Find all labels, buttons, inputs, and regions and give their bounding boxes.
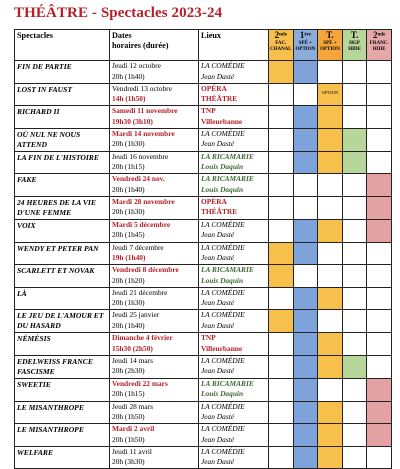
- time-duration: 20h (1h15): [112, 389, 145, 399]
- option-cell: [318, 128, 343, 151]
- spectacle-title: LE JEU DE L'AMOUR ET DU HASARD: [15, 310, 110, 333]
- option-cell: [293, 355, 318, 378]
- option-cell: [269, 219, 294, 242]
- option-cell: [367, 446, 392, 469]
- spectacle-venue: [199, 61, 269, 84]
- option-cell: [293, 265, 318, 288]
- option-cell: [293, 106, 318, 129]
- header-dates-line2: horaires (durée): [112, 41, 169, 50]
- option-cell: [367, 355, 392, 378]
- option-cell: [367, 128, 392, 151]
- option-cell: [318, 310, 343, 333]
- spectacle-date: [110, 333, 199, 356]
- option-cell: [293, 446, 318, 469]
- time-duration: 20h (2h30): [112, 366, 145, 376]
- option-cell: [342, 333, 367, 356]
- date-line: Jeudi 16 novembre: [112, 151, 169, 161]
- venue-subname: Jean Dasté: [201, 253, 235, 263]
- spectacle-date: [110, 219, 199, 242]
- venue-subname: THÉÂTRE: [201, 207, 238, 217]
- table-row: [15, 196, 392, 219]
- option-cell: [293, 196, 318, 219]
- time-duration: 20h (1h45): [112, 230, 145, 240]
- spectacle-title: SWEETIE: [15, 378, 110, 401]
- option-cell: [367, 401, 392, 424]
- option-cell: [293, 242, 318, 265]
- spectacle-title: SCARLETT ET NOVAK: [15, 265, 110, 288]
- option-cell: [293, 424, 318, 447]
- table-header-row: [15, 30, 392, 61]
- option-cell: [342, 265, 367, 288]
- header-option-sup: nde: [377, 32, 386, 38]
- option-cell: [342, 219, 367, 242]
- option-cell: [269, 355, 294, 378]
- option-cell: [367, 378, 392, 401]
- spectacle-venue: [199, 151, 269, 174]
- venue-name: LA RICAMARIE: [201, 378, 254, 388]
- venue-name: LA COMÉDIE: [201, 401, 245, 411]
- option-cell: [342, 174, 367, 197]
- header-option-small: SPÉ + OPTION: [295, 41, 316, 52]
- spectacle-title: LE MISANTHROPE: [15, 424, 110, 447]
- spectacle-title: OÙ NUL NE NOUS ATTEND: [15, 128, 110, 151]
- venue-subname: Jean Dasté: [201, 230, 235, 240]
- option-cell: [367, 265, 392, 288]
- spectacle-date: [110, 83, 199, 106]
- option-cell: [293, 310, 318, 333]
- table-row: [15, 287, 392, 310]
- option-cell: [318, 174, 343, 197]
- date-line: Vendredi 22 mars: [112, 378, 168, 388]
- header-option-sup: ère: [304, 32, 311, 38]
- spectacle-title: EDELWEISS FRANCE FASCISME: [15, 355, 110, 378]
- time-duration: 20h (3h30): [112, 457, 145, 467]
- spectacle-venue: [199, 424, 269, 447]
- option-cell: [318, 378, 343, 401]
- venue-name: LA COMÉDIE: [201, 128, 245, 138]
- table-row: [15, 61, 392, 84]
- header-option-terminale-spe: [318, 30, 343, 61]
- venue-name: LA COMÉDIE: [201, 424, 245, 434]
- time-duration: 20h (1h50): [112, 412, 145, 422]
- option-cell: [269, 333, 294, 356]
- header-option-big: 1: [299, 30, 305, 40]
- venue-name: OPÉRA: [201, 83, 227, 93]
- spectacle-venue: [199, 265, 269, 288]
- spectacle-venue: [199, 106, 269, 129]
- venue-subname: Jean Dasté: [201, 457, 235, 467]
- spectacle-venue: [199, 355, 269, 378]
- time-duration: 14h (1h50): [112, 94, 146, 104]
- option-label: OPTION: [321, 89, 339, 95]
- time-duration: 19h30 (3h10): [112, 116, 153, 126]
- option-cell: [342, 128, 367, 151]
- option-cell: [367, 424, 392, 447]
- option-cell: [342, 61, 367, 84]
- option-cell: [318, 219, 343, 242]
- time-duration: 20h (1h50): [112, 434, 145, 444]
- option-cell: [367, 174, 392, 197]
- option-cell: [318, 106, 343, 129]
- date-line: Jeudi 11 avril: [112, 446, 152, 456]
- option-cell: [269, 310, 294, 333]
- option-cell: [269, 446, 294, 469]
- option-cell: [318, 401, 343, 424]
- date-line: Dimanche 4 février: [112, 333, 173, 343]
- venue-name: LA COMÉDIE: [201, 287, 245, 297]
- date-line: Mardi 28 novembre: [112, 196, 175, 206]
- header-dates-line1: Dates: [112, 31, 132, 40]
- spectacle-venue: [199, 446, 269, 469]
- option-cell: [269, 128, 294, 151]
- option-cell: [367, 219, 392, 242]
- header-lieux: Lieux: [199, 30, 269, 61]
- spectacle-venue: [199, 333, 269, 356]
- spectacle-title: WENDY ET PETER PAN: [15, 242, 110, 265]
- spectacle-date: [110, 128, 199, 151]
- header-option-big: 2: [274, 30, 280, 40]
- venue-name: LA COMÉDIE: [201, 310, 245, 320]
- spectacle-date: [110, 446, 199, 469]
- table-row: [15, 355, 392, 378]
- spectacle-date: [110, 61, 199, 84]
- venue-name: LA RICAMARIE: [201, 174, 254, 184]
- date-line: Vendredi 13 octobre: [112, 83, 172, 93]
- option-cell: [367, 61, 392, 84]
- table-row: [15, 128, 392, 151]
- table-row: [15, 242, 392, 265]
- header-option-small: FAC. CHANAL: [269, 41, 292, 52]
- option-cell: [367, 196, 392, 219]
- spectacle-date: [110, 106, 199, 129]
- spectacle-date: [110, 174, 199, 197]
- spectacle-title: VOIX: [15, 219, 110, 242]
- option-cell: [342, 446, 367, 469]
- spectacle-title: LÀ: [15, 287, 110, 310]
- spectacle-date: [110, 355, 199, 378]
- venue-subname: THÉÂTRE: [201, 94, 238, 104]
- option-cell: [318, 61, 343, 84]
- spectacle-venue: [199, 128, 269, 151]
- option-cell: [342, 424, 367, 447]
- spectacle-venue: [199, 287, 269, 310]
- spectacle-venue: [199, 378, 269, 401]
- spectacle-title: WELFARE: [15, 446, 110, 469]
- date-line: Samedi 11 novembre: [112, 106, 178, 116]
- option-cell: [269, 61, 294, 84]
- option-cell: [269, 151, 294, 174]
- option-cell: [318, 355, 343, 378]
- venue-name: LA COMÉDIE: [201, 61, 245, 70]
- spectacle-title: FIN DE PARTIE: [15, 61, 110, 84]
- venue-name: OPÉRA: [201, 196, 227, 206]
- option-cell: [318, 287, 343, 310]
- venue-name: TNP: [201, 333, 216, 343]
- time-duration: 20h (1h20): [112, 275, 145, 285]
- table-row: [15, 310, 392, 333]
- option-cell: [367, 242, 392, 265]
- header-option-1ere: [293, 30, 318, 61]
- venue-name: TNP: [201, 106, 216, 116]
- date-line: Vendredi 24 nov.: [112, 174, 165, 184]
- venue-name: LA COMÉDIE: [201, 242, 245, 252]
- date-line: Jeudi 12 octobre: [112, 61, 161, 70]
- spectacle-date: [110, 242, 199, 265]
- header-option-small: HGP HIDE: [348, 41, 361, 52]
- option-cell: [293, 174, 318, 197]
- option-cell: [269, 378, 294, 401]
- spectacles-table: [14, 29, 392, 469]
- spectacle-title: LE MISANTHROPE: [15, 401, 110, 424]
- time-duration: 20h (1h40): [112, 320, 145, 330]
- option-cell: [293, 61, 318, 84]
- option-cell: [367, 310, 392, 333]
- spectacle-title: NÉMÉSIS: [15, 333, 110, 356]
- time-duration: 20h (1h40): [112, 184, 145, 194]
- time-duration: 20h (1h30): [112, 298, 145, 308]
- spectacle-date: [110, 265, 199, 288]
- spectacle-venue: [199, 83, 269, 106]
- option-cell: [318, 424, 343, 447]
- table-row: [15, 424, 392, 447]
- option-cell: [342, 378, 367, 401]
- option-cell: [318, 242, 343, 265]
- option-cell: [293, 401, 318, 424]
- option-cell: [318, 265, 343, 288]
- date-line: Mardi 14 novembre: [112, 128, 175, 138]
- spectacle-date: [110, 310, 199, 333]
- date-line: Jeudi 25 janvier: [112, 310, 160, 320]
- header-option-sup: nde: [279, 32, 287, 38]
- venue-name: LA COMÉDIE: [201, 219, 245, 229]
- header-option-big: T.: [326, 30, 334, 40]
- table-row: [15, 446, 392, 469]
- option-cell: [293, 333, 318, 356]
- table-row: [15, 83, 392, 106]
- page-title: THÉÂTRE - Spectacles 2023-24: [14, 5, 223, 21]
- table-row: [15, 265, 392, 288]
- time-duration: 20h (1h15): [112, 162, 145, 172]
- option-cell: [318, 446, 343, 469]
- option-cell: [269, 424, 294, 447]
- spectacle-venue: [199, 174, 269, 197]
- table-row: [15, 106, 392, 129]
- table-row: [15, 401, 392, 424]
- spectacle-date: [110, 151, 199, 174]
- option-cell: [367, 287, 392, 310]
- venue-subname: Louis Daquin: [201, 184, 244, 194]
- option-cell: [367, 106, 392, 129]
- option-cell: [293, 83, 318, 106]
- option-cell: [342, 401, 367, 424]
- table-row: [15, 219, 392, 242]
- spectacle-date: [110, 378, 199, 401]
- header-option-small: SPÉ + OPTION: [320, 41, 340, 52]
- venue-name: LA COMÉDIE: [201, 355, 245, 365]
- spectacle-venue: [199, 196, 269, 219]
- venue-subname: Jean Dasté: [201, 434, 235, 444]
- option-cell: [269, 83, 294, 106]
- venue-subname: Jean Dasté: [201, 298, 235, 308]
- option-cell: [269, 242, 294, 265]
- option-cell: [367, 151, 392, 174]
- spectacle-venue: [199, 219, 269, 242]
- date-line: Jeudi 14 mars: [112, 355, 154, 365]
- date-line: Mardi 5 décembre: [112, 219, 171, 229]
- header-option-2nde-franc: [367, 30, 392, 61]
- spectacle-title: LOST IN FAUST: [15, 83, 110, 106]
- time-duration: 20h (1h40): [112, 71, 145, 81]
- option-cell: [342, 242, 367, 265]
- venue-name: LA COMÉDIE: [201, 446, 245, 456]
- date-line: Mardi 2 avril: [112, 424, 155, 434]
- option-cell: [269, 265, 294, 288]
- option-cell: [293, 287, 318, 310]
- venue-subname: Jean Dasté: [201, 71, 235, 81]
- date-line: Vendredi 8 décembre: [112, 265, 179, 275]
- option-cell: [293, 128, 318, 151]
- option-cell: [269, 106, 294, 129]
- option-cell: [342, 106, 367, 129]
- header-option-big: 2: [373, 30, 378, 40]
- spectacle-title: FAKE: [15, 174, 110, 197]
- venue-name: LA RICAMARIE: [201, 151, 254, 161]
- date-line: Jeudi 28 mars: [112, 401, 154, 411]
- option-cell: [318, 196, 343, 219]
- time-duration: 20h (1h30): [112, 207, 145, 217]
- header-option-2nde-fac: [269, 30, 294, 61]
- venue-subname: Villeurbanne: [201, 343, 243, 353]
- table-row: [15, 174, 392, 197]
- spectacle-venue: [199, 310, 269, 333]
- spectacle-date: [110, 401, 199, 424]
- venue-subname: Jean Dasté: [201, 139, 235, 149]
- option-cell: [342, 83, 367, 106]
- venue-subname: Jean Dasté: [201, 320, 235, 330]
- venue-subname: Jean Dasté: [201, 412, 235, 422]
- option-cell: [293, 219, 318, 242]
- option-cell: [367, 83, 392, 106]
- option-cell: [342, 196, 367, 219]
- option-cell: [318, 83, 343, 106]
- spectacle-venue: [199, 401, 269, 424]
- table-row: [15, 151, 392, 174]
- spectacle-date: [110, 287, 199, 310]
- spectacle-date: [110, 196, 199, 219]
- spectacle-date: [110, 424, 199, 447]
- option-cell: [318, 333, 343, 356]
- option-cell: [318, 151, 343, 174]
- table-row: [15, 378, 392, 401]
- header-option-big: T.: [350, 30, 359, 40]
- header-spectacles: Spectacles: [15, 30, 110, 61]
- date-line: Jeudi 7 décembre: [112, 242, 164, 252]
- option-cell: [342, 310, 367, 333]
- date-line: Jeudi 21 décembre: [112, 287, 168, 297]
- spectacle-title: LA FIN DE L'HISTOIRE: [15, 151, 110, 174]
- option-cell: [293, 151, 318, 174]
- venue-subname: Louis Daquin: [201, 389, 244, 399]
- option-cell: [367, 333, 392, 356]
- option-cell: [269, 196, 294, 219]
- option-cell: [293, 378, 318, 401]
- venue-subname: Jean Dasté: [201, 366, 235, 376]
- option-cell: [269, 401, 294, 424]
- venue-subname: Louis Daquin: [201, 162, 244, 172]
- venue-subname: Louis Daquin: [201, 275, 244, 285]
- header-dates: [110, 30, 199, 61]
- option-cell: [342, 355, 367, 378]
- time-duration: 15h30 (2h50): [112, 343, 153, 353]
- spectacle-title: 24 HEURES DE LA VIE D'UNE FEMME: [15, 196, 110, 219]
- time-duration: 20h (1h30): [112, 139, 145, 149]
- option-cell: [269, 174, 294, 197]
- option-cell: [269, 287, 294, 310]
- table-row: [15, 333, 392, 356]
- option-cell: [342, 287, 367, 310]
- spectacle-venue: [199, 242, 269, 265]
- spectacle-title: RICHARD II: [15, 106, 110, 129]
- header-option-terminale-hgp: [342, 30, 367, 61]
- venue-name: LA RICAMARIE: [201, 265, 254, 275]
- option-cell: [342, 151, 367, 174]
- header-option-small: FRANC. HIDE: [369, 41, 389, 52]
- time-duration: 19h (1h40): [112, 253, 146, 263]
- venue-subname: Villeurbanne: [201, 116, 243, 126]
